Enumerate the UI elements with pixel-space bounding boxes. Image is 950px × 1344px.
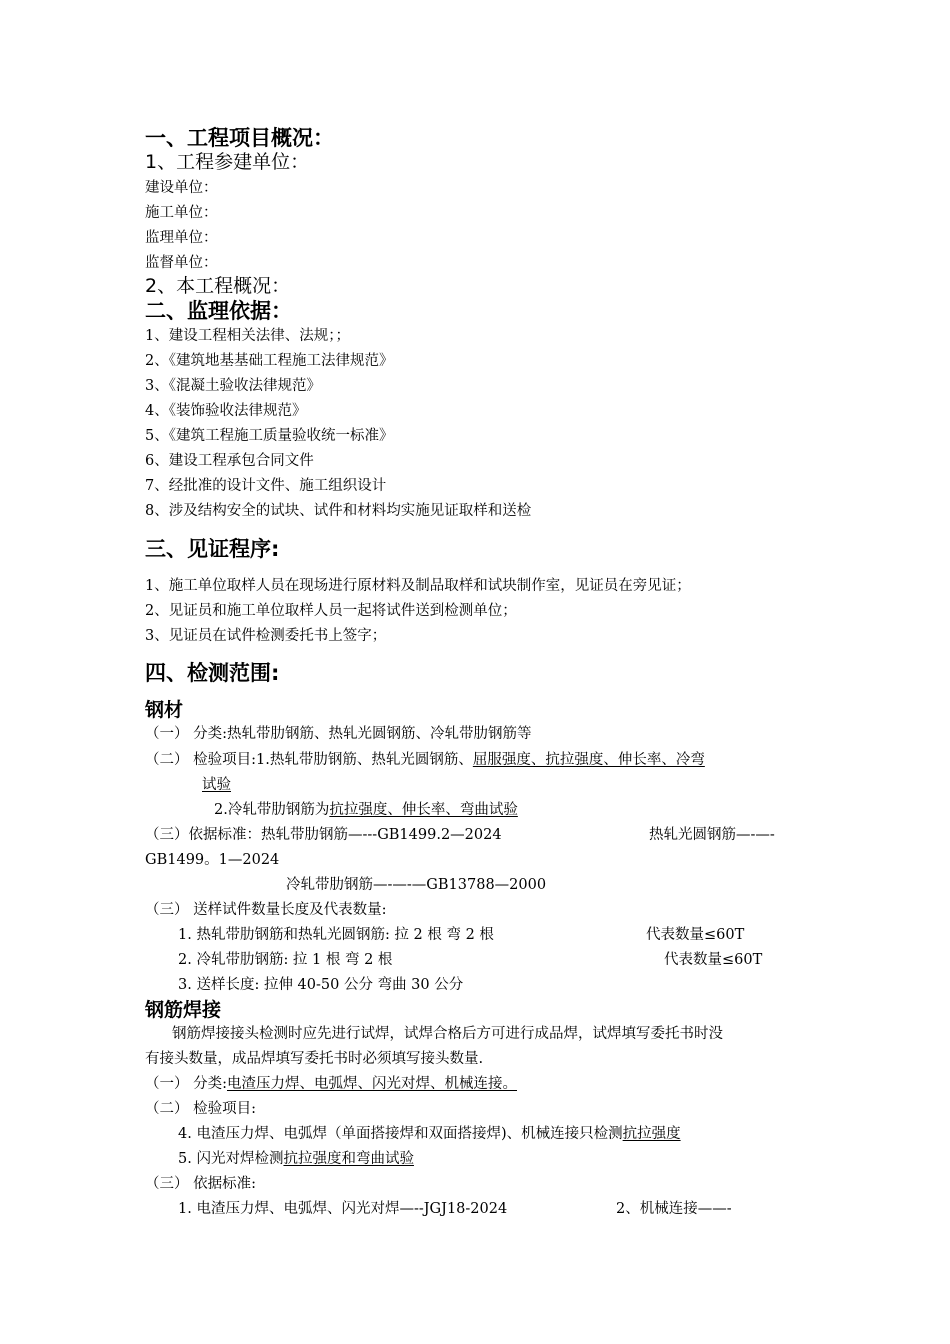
basis-item: 2、《建筑地基基础工程施工法律规范》 bbox=[145, 353, 394, 369]
basis-item: 4、《装饰验收法律规范》 bbox=[145, 403, 307, 419]
basis-item: 6、建设工程承包合同文件 bbox=[145, 453, 314, 469]
weld-intro: 钢筋焊接接头检测时应先进行试焊，试焊合格后方可进行成品焊，试焊填写委托书时没 bbox=[172, 1026, 723, 1042]
steel-classification: （一） 分类:热轧带肋钢筋、热轧光圆钢筋、冷轧带肋钢筋等 bbox=[145, 726, 532, 742]
weld-basis-title: （三） 依据标准: bbox=[145, 1176, 256, 1192]
steel-sample-title: （三） 送样试件数量长度及代表数量: bbox=[145, 902, 387, 918]
weld-classification-prefix: （一） 分类: bbox=[145, 1076, 227, 1092]
unit-construction: 建设单位： bbox=[145, 180, 218, 196]
steel-sample-item: 2. 冷轧带肋钢筋: 拉 1 根 弯 2 根 bbox=[178, 952, 393, 968]
steel-inspection-underlined: 屈服强度、抗拉强度、伸长率、冷弯 bbox=[472, 752, 705, 768]
weld-item-prefix: 5. 闪光对焊检测 bbox=[178, 1151, 284, 1167]
steel-basis-standard-right: 热轧光圆钢筋—-—- bbox=[649, 827, 775, 843]
procedure-item: 2、见证员和施工单位取样人员一起将试件送到检测单位； bbox=[145, 603, 517, 619]
steel-inspection-items bbox=[145, 750, 705, 770]
basis-item: 5、《建筑工程施工质量验收统一标准》 bbox=[145, 428, 394, 444]
section-4-title: 四、检测范围: bbox=[145, 661, 280, 685]
weld-title: 钢筋焊接 bbox=[145, 999, 222, 1021]
steel-inspection-continued: 试验 bbox=[202, 777, 231, 793]
basis-item: 8、涉及结构安全的试块、试件和材料均实施见证取样和送检 bbox=[145, 503, 532, 519]
steel-inspection-prefix: （二） 检验项目:1.热轧带肋钢筋、热轧光圆钢筋、 bbox=[145, 752, 473, 768]
subsection-participants: 1、工程参建单位： bbox=[145, 151, 310, 173]
weld-classification bbox=[145, 1074, 517, 1094]
weld-inspection-title: （二） 检验项目: bbox=[145, 1101, 256, 1117]
steel-cold-rolled-items bbox=[214, 800, 518, 820]
weld-intro-continued: 有接头数量，成品焊填写委托书时必须填写接头数量. bbox=[145, 1051, 484, 1067]
steel-sample-length: 3. 送样长度: 拉伸 40-50 公分 弯曲 30 公分 bbox=[178, 977, 464, 993]
cold-rolled-prefix: 2.冷轧带肋钢筋为 bbox=[214, 802, 330, 818]
steel-basis-continued: GB1499。1—2024 bbox=[145, 852, 280, 868]
weld-inspection-item bbox=[178, 1149, 414, 1169]
basis-item: 3、《混凝土验收法律规范》 bbox=[145, 378, 321, 394]
cold-rolled-underlined: 抗拉强度、伸长率、弯曲试验 bbox=[329, 802, 518, 818]
steel-sample-item: 1. 热轧带肋钢筋和热轧光圆钢筋: 拉 2 根 弯 2 根 bbox=[178, 927, 494, 943]
weld-basis-item: 1. 电渣压力焊、电弧焊、闪光对焊—--JGJ18-2024 bbox=[178, 1201, 508, 1217]
unit-builder: 施工单位： bbox=[145, 205, 218, 221]
subsection-overview: 2、本工程概况： bbox=[145, 275, 291, 297]
basis-item: 7、经批准的设计文件、施工组织设计 bbox=[145, 478, 387, 494]
weld-item-underlined: 抗拉强度和弯曲试验 bbox=[283, 1151, 414, 1167]
steel-title: 钢材 bbox=[145, 699, 184, 721]
steel-basis-cold-rolled: 冷轧带肋钢筋—-—-—GB13788—2000 bbox=[286, 877, 547, 893]
section-2-title: 二、监理依据： bbox=[145, 299, 292, 323]
procedure-item: 1、施工单位取样人员在现场进行原材料及制品取样和试块制作室，见证员在旁见证； bbox=[145, 578, 691, 594]
weld-item-underlined: 抗拉强度 bbox=[622, 1126, 681, 1142]
steel-sample-representative: 代表数量≤60T bbox=[646, 927, 745, 943]
unit-supervisor: 监理单位： bbox=[145, 230, 218, 246]
unit-inspector: 监督单位： bbox=[145, 255, 218, 271]
weld-basis-item-right: 2、机械连接——- bbox=[616, 1201, 732, 1217]
weld-classification-underlined: 电渣压力焊、电弧焊、闪光对焊、机械连接。 bbox=[227, 1076, 517, 1092]
weld-inspection-item bbox=[178, 1124, 681, 1144]
procedure-item: 3、见证员在试件检测委托书上签字； bbox=[145, 628, 387, 644]
steel-sample-representative: 代表数量≤60T bbox=[664, 952, 763, 968]
basis-item: 1、建设工程相关法律、法规；； bbox=[145, 328, 350, 344]
section-1-title: 一、工程项目概况： bbox=[145, 126, 334, 150]
weld-item-prefix: 4. 电渣压力焊、电弧焊（单面搭接焊和双面搭接焊)、机械连接只检测 bbox=[178, 1126, 623, 1142]
steel-basis-standard: （三）依据标准：热轧带肋钢筋—---GB1499.2—2024 bbox=[145, 827, 502, 843]
section-3-title: 三、见证程序: bbox=[145, 537, 280, 561]
